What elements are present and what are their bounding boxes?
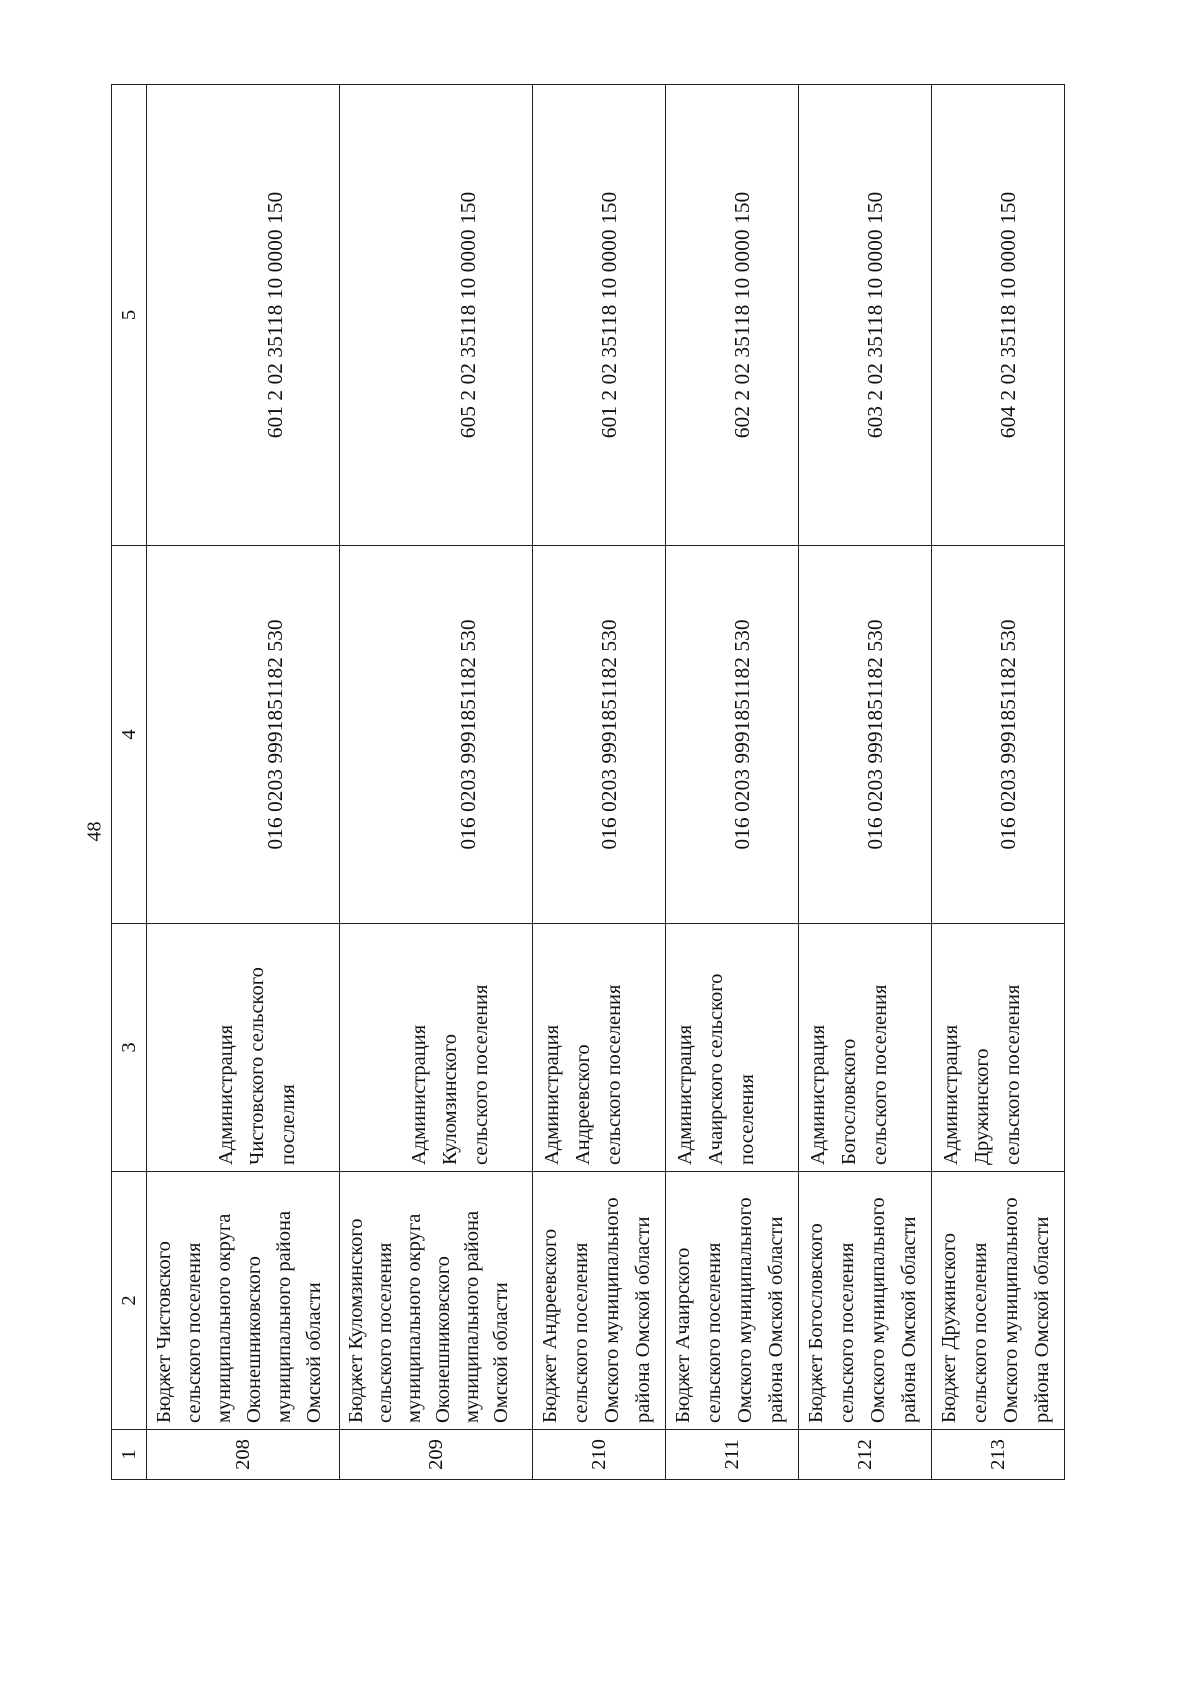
header-col-2: 2 bbox=[112, 1172, 147, 1430]
budget-line: Оконешниковского bbox=[432, 1256, 454, 1423]
budget-line: района Омской области bbox=[898, 1216, 920, 1423]
budget-line: Бюджет Богословского bbox=[805, 1223, 827, 1423]
header-col-3: 3 bbox=[112, 924, 147, 1172]
administration-cell bbox=[666, 924, 799, 1172]
admin-line: поселения bbox=[736, 1074, 758, 1165]
budget-line: муниципального района bbox=[273, 1210, 295, 1423]
budget-cell bbox=[666, 1172, 799, 1430]
table-row bbox=[799, 85, 932, 1480]
budget-line: Омской области bbox=[303, 1282, 325, 1423]
admin-line: Андреевского bbox=[572, 1044, 594, 1165]
budget-cell bbox=[340, 1172, 533, 1430]
code-col4: 016 0203 9991851182 530 bbox=[995, 619, 1020, 850]
budget-line: района Омской области bbox=[765, 1216, 787, 1423]
admin-line: Администрация bbox=[408, 1024, 430, 1165]
code-cell-col4 bbox=[932, 546, 1065, 924]
code-cell-col5 bbox=[932, 85, 1065, 546]
code-cell-col5 bbox=[340, 85, 533, 546]
table-container bbox=[111, 85, 1055, 1480]
table-row bbox=[666, 85, 799, 1480]
budget-line: муниципального района bbox=[461, 1210, 483, 1423]
code-cell-col5 bbox=[533, 85, 666, 546]
budget-line: сельского поселения bbox=[374, 1242, 396, 1423]
administration-cell bbox=[340, 924, 533, 1172]
table-header-row bbox=[112, 85, 147, 1480]
budget-line: сельского поселения bbox=[969, 1242, 991, 1423]
admin-line: Чистовского сельского bbox=[246, 967, 268, 1165]
budget-line: муниципального округа bbox=[403, 1213, 425, 1423]
page-number: 48 bbox=[83, 821, 106, 842]
budget-line: Омского муниципального bbox=[1000, 1197, 1022, 1423]
admin-line: Дружинского bbox=[971, 1048, 993, 1165]
table-row bbox=[533, 85, 666, 1480]
budget-line: сельского поселения bbox=[703, 1242, 725, 1423]
budget-codes-table bbox=[111, 84, 1065, 1480]
administration-cell bbox=[932, 924, 1065, 1172]
code-col4: 016 0203 9991851182 530 bbox=[862, 619, 887, 850]
budget-line: Омской области bbox=[490, 1282, 512, 1423]
row-number: 212 bbox=[799, 1430, 932, 1480]
admin-line: Ачаирского сельского bbox=[705, 973, 727, 1165]
admin-line: Богословского bbox=[838, 1038, 860, 1165]
budget-cell bbox=[147, 1172, 340, 1430]
budget-line: Бюджет Чистовского bbox=[153, 1241, 175, 1423]
admin-line: послелия bbox=[277, 1084, 299, 1165]
budget-line: Оконешниковского bbox=[243, 1256, 265, 1423]
budget-line: Бюджет Куломзинского bbox=[345, 1218, 367, 1423]
code-col5: 601 2 02 35118 10 0000 150 bbox=[596, 191, 621, 439]
budget-line: Омского муниципального bbox=[601, 1197, 623, 1423]
administration-cell bbox=[147, 924, 340, 1172]
admin-line: Куломзинского bbox=[439, 1034, 461, 1165]
row-number: 211 bbox=[666, 1430, 799, 1480]
code-cell-col4 bbox=[147, 546, 340, 924]
code-col4: 016 0203 9991851182 530 bbox=[262, 619, 287, 850]
code-col5: 602 2 02 35118 10 0000 150 bbox=[729, 191, 754, 439]
budget-line: Омского муниципального bbox=[734, 1197, 756, 1423]
admin-line: Администрация bbox=[215, 1024, 237, 1165]
admin-line: Администрация bbox=[674, 1024, 696, 1165]
admin-line: сельского поселения bbox=[869, 984, 891, 1165]
code-col5: 604 2 02 35118 10 0000 150 bbox=[995, 191, 1020, 439]
admin-line: Администрация bbox=[940, 1024, 962, 1165]
header-col-5: 5 bbox=[112, 85, 147, 546]
budget-line: Бюджет Дружинского bbox=[938, 1232, 960, 1423]
code-cell-col4 bbox=[799, 546, 932, 924]
code-col5: 603 2 02 35118 10 0000 150 bbox=[862, 191, 887, 439]
admin-line: сельского поселения bbox=[1002, 984, 1024, 1165]
admin-line: Администрация bbox=[541, 1024, 563, 1165]
budget-line: Омского муниципального bbox=[867, 1197, 889, 1423]
code-cell-col4 bbox=[340, 546, 533, 924]
budget-line: сельского поселения bbox=[836, 1242, 858, 1423]
budget-line: Бюджет Ачаирского bbox=[672, 1247, 694, 1423]
administration-cell bbox=[533, 924, 666, 1172]
budget-cell bbox=[533, 1172, 666, 1430]
code-col4: 016 0203 9991851182 530 bbox=[729, 619, 754, 850]
code-col5: 601 2 02 35118 10 0000 150 bbox=[262, 191, 287, 439]
admin-line: сельского поселения bbox=[470, 984, 492, 1165]
code-cell-col5 bbox=[799, 85, 932, 546]
table-row bbox=[147, 85, 340, 1480]
header-col-4: 4 bbox=[112, 546, 147, 924]
budget-line: района Омской области bbox=[632, 1216, 654, 1423]
code-col4: 016 0203 9991851182 530 bbox=[596, 619, 621, 850]
budget-line: муниципального округа bbox=[213, 1213, 235, 1423]
admin-line: Администрация bbox=[807, 1024, 829, 1165]
row-number: 213 bbox=[932, 1430, 1065, 1480]
budget-line: района Омской области bbox=[1031, 1216, 1053, 1423]
code-cell-col5 bbox=[147, 85, 340, 546]
row-number: 209 bbox=[340, 1430, 533, 1480]
table-row bbox=[932, 85, 1065, 1480]
row-number: 208 bbox=[147, 1430, 340, 1480]
header-col-1: 1 bbox=[112, 1430, 147, 1480]
budget-cell bbox=[932, 1172, 1065, 1430]
code-col5: 605 2 02 35118 10 0000 150 bbox=[455, 191, 480, 439]
administration-cell bbox=[799, 924, 932, 1172]
code-cell-col4 bbox=[533, 546, 666, 924]
code-cell-col4 bbox=[666, 546, 799, 924]
table-row bbox=[340, 85, 533, 1480]
budget-line: сельского поселения bbox=[570, 1242, 592, 1423]
admin-line: сельского поселения bbox=[603, 984, 625, 1165]
budget-line: сельского поселения bbox=[183, 1242, 205, 1423]
row-number: 210 bbox=[533, 1430, 666, 1480]
budget-line: Бюджет Андреевского bbox=[539, 1228, 561, 1423]
code-cell-col5 bbox=[666, 85, 799, 546]
budget-cell bbox=[799, 1172, 932, 1430]
code-col4: 016 0203 9991851182 530 bbox=[455, 619, 480, 850]
